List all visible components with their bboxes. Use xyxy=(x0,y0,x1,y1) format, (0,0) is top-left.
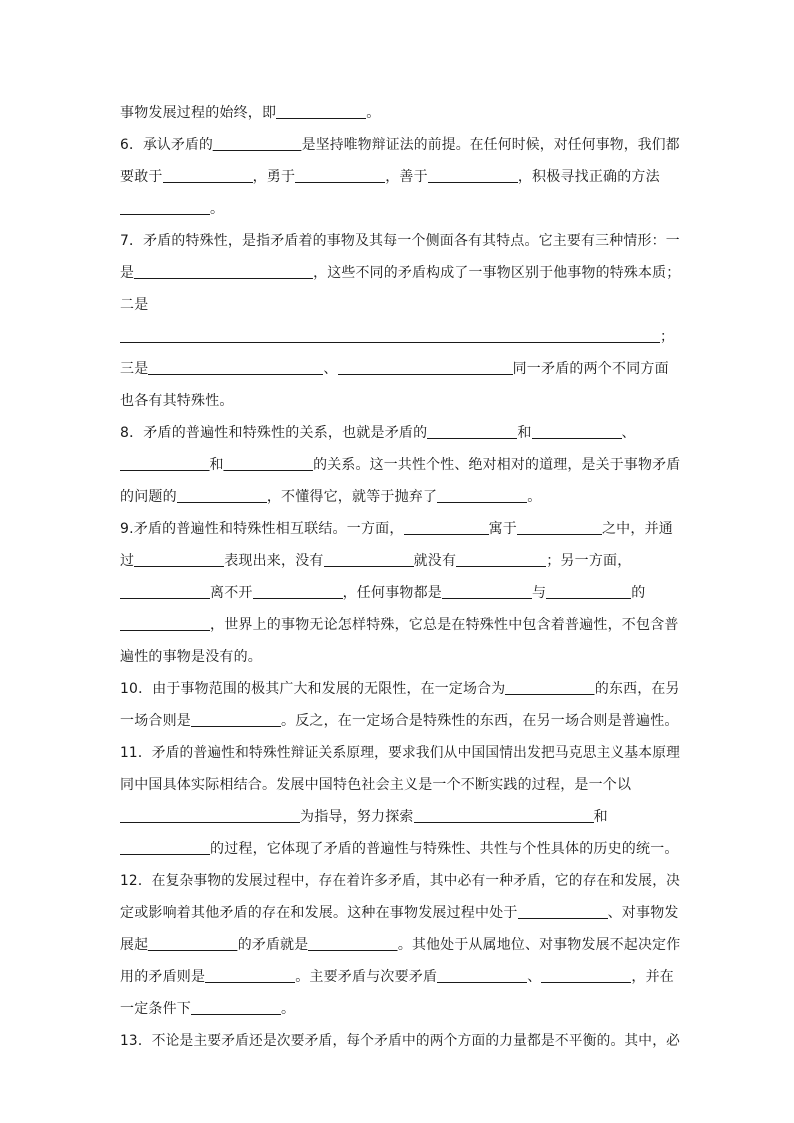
text-line: 三是 、 同一矛盾的两个不同方面 xyxy=(120,361,669,377)
fill-blank[interactable] xyxy=(518,904,608,919)
fill-blank[interactable] xyxy=(205,968,295,983)
text-line: 的问题的 ，不懂得它，就等于抛弃了 。 xyxy=(120,489,542,505)
text-line: 为指导，努力探索 和 xyxy=(120,801,680,833)
text-line: 事物发展过程的始终，即 。 xyxy=(120,105,381,121)
fill-blank[interactable] xyxy=(442,584,532,599)
text-line: 离不开 ，任何事物都是 与 的 xyxy=(120,577,680,609)
fill-blank[interactable] xyxy=(120,808,300,823)
fill-blank[interactable] xyxy=(177,488,267,503)
fill-blank[interactable] xyxy=(134,552,224,567)
question-7: 7．矛盾的特殊性，是指矛盾着的事物及其每一个侧面各有其特点。它主要有三种情形：一 xyxy=(120,233,680,249)
question-6: 6．承认矛盾的 是坚持唯物辩证法的前提。在任何时候，对任何事物，我们都 xyxy=(120,137,680,153)
question-10: 10．由于事物范围的极其广大和发展的无限性，在一定场合为 的东西，在另 xyxy=(120,681,680,697)
fill-blank[interactable] xyxy=(120,200,210,215)
fill-blank[interactable] xyxy=(437,968,527,983)
text-line: 二是 xyxy=(120,297,149,313)
fill-blank[interactable] xyxy=(404,520,489,535)
text-line: 同中国具体实际相结合。发展中国特色社会主义是一个不断实践的过程，是一个以 xyxy=(120,777,632,793)
text-line: 遍性的事物是没有的。 xyxy=(120,649,262,665)
fill-blank[interactable] xyxy=(295,168,385,183)
fill-blank[interactable] xyxy=(191,712,281,727)
question-11: 11．矛盾的普遍性和特殊性辩证关系原理，要求我们从中国国情出发把马克思主义基本原理 xyxy=(120,745,681,761)
fill-blank[interactable] xyxy=(213,136,302,151)
fill-blank[interactable] xyxy=(338,360,513,375)
fill-blank[interactable] xyxy=(541,968,631,983)
fill-blank[interactable] xyxy=(505,680,595,695)
text-line: 一场合则是 。反之，在一定场合是特殊性的东西，在另一场合则是普遍性。 xyxy=(120,713,679,729)
text-line: 的过程，它体现了矛盾的普遍性与特殊性、共性与个性具体的历史的统一。 xyxy=(120,833,680,865)
text-line: 。 xyxy=(120,193,680,225)
fill-blank[interactable] xyxy=(532,424,622,439)
fill-blank[interactable] xyxy=(253,584,343,599)
text-line: ，世界上的事物无论怎样特殊，它总是在特殊性中包含着普遍性，不包含普 xyxy=(120,609,680,641)
fill-blank[interactable] xyxy=(120,456,210,471)
fill-blank[interactable] xyxy=(324,552,414,567)
fill-blank[interactable] xyxy=(148,936,238,951)
fill-blank[interactable] xyxy=(437,488,527,503)
text-line: 展起 的矛盾就是 。其他处于从属地位、对事物发展不起决定作 xyxy=(120,937,681,953)
fill-blank[interactable] xyxy=(427,424,517,439)
text-line: ； xyxy=(120,321,680,353)
fill-blank[interactable] xyxy=(120,840,210,855)
question-13: 13．不论是主要矛盾还是次要矛盾，每个矛盾中的两个方面的力量都是不平衡的。其中，必 xyxy=(120,1033,681,1049)
fill-blank[interactable] xyxy=(276,104,366,119)
fill-blank[interactable] xyxy=(428,168,518,183)
fill-blank[interactable] xyxy=(517,520,602,535)
fill-blank[interactable] xyxy=(163,168,253,183)
fill-blank[interactable] xyxy=(120,584,210,599)
fill-blank[interactable] xyxy=(120,616,210,631)
fill-blank[interactable] xyxy=(120,328,660,343)
fill-blank[interactable] xyxy=(148,360,323,375)
fill-blank[interactable] xyxy=(191,1000,281,1015)
text-line: 和 的关系。这一共性个性、绝对相对的道理，是关于事物矛盾 xyxy=(120,449,677,481)
text-line: 要敢于 ，勇于 ，善于 ，积极寻找正确的方法 xyxy=(120,169,660,185)
fill-blank[interactable] xyxy=(546,584,631,599)
text-line: 用的矛盾则是 。主要矛盾与次要矛盾 、 ，并在 xyxy=(120,969,675,985)
question-8: 8．矛盾的普遍性和特殊性的关系，也就是矛盾的 和 、 xyxy=(120,425,636,441)
text-line: 也各有其特殊性。 xyxy=(120,393,234,409)
fill-blank[interactable] xyxy=(308,936,398,951)
question-9: 9.矛盾的普遍性和特殊性相互联结。一方面， 寓于 之中，并通 xyxy=(120,521,673,537)
fill-blank[interactable] xyxy=(134,264,313,279)
fill-blank[interactable] xyxy=(224,456,314,471)
text-line: 一定条件下 。 xyxy=(120,1001,296,1017)
fill-blank[interactable] xyxy=(414,808,594,823)
fill-blank[interactable] xyxy=(456,552,546,567)
text-line: 是 ，这些不同的矛盾构成了一事物区别于他事物的特殊本质； xyxy=(120,265,681,281)
text-line: 定或影响着其他矛盾的存在和发展。这种在事物发展过程中处于 、对事物发 xyxy=(120,905,679,921)
question-12: 12．在复杂事物的发展过程中，存在着许多矛盾，其中必有一种矛盾，它的存在和发展，决 xyxy=(120,873,681,889)
text-line: 过 表现出来，没有 就没有 ；另一方面， xyxy=(120,553,632,569)
